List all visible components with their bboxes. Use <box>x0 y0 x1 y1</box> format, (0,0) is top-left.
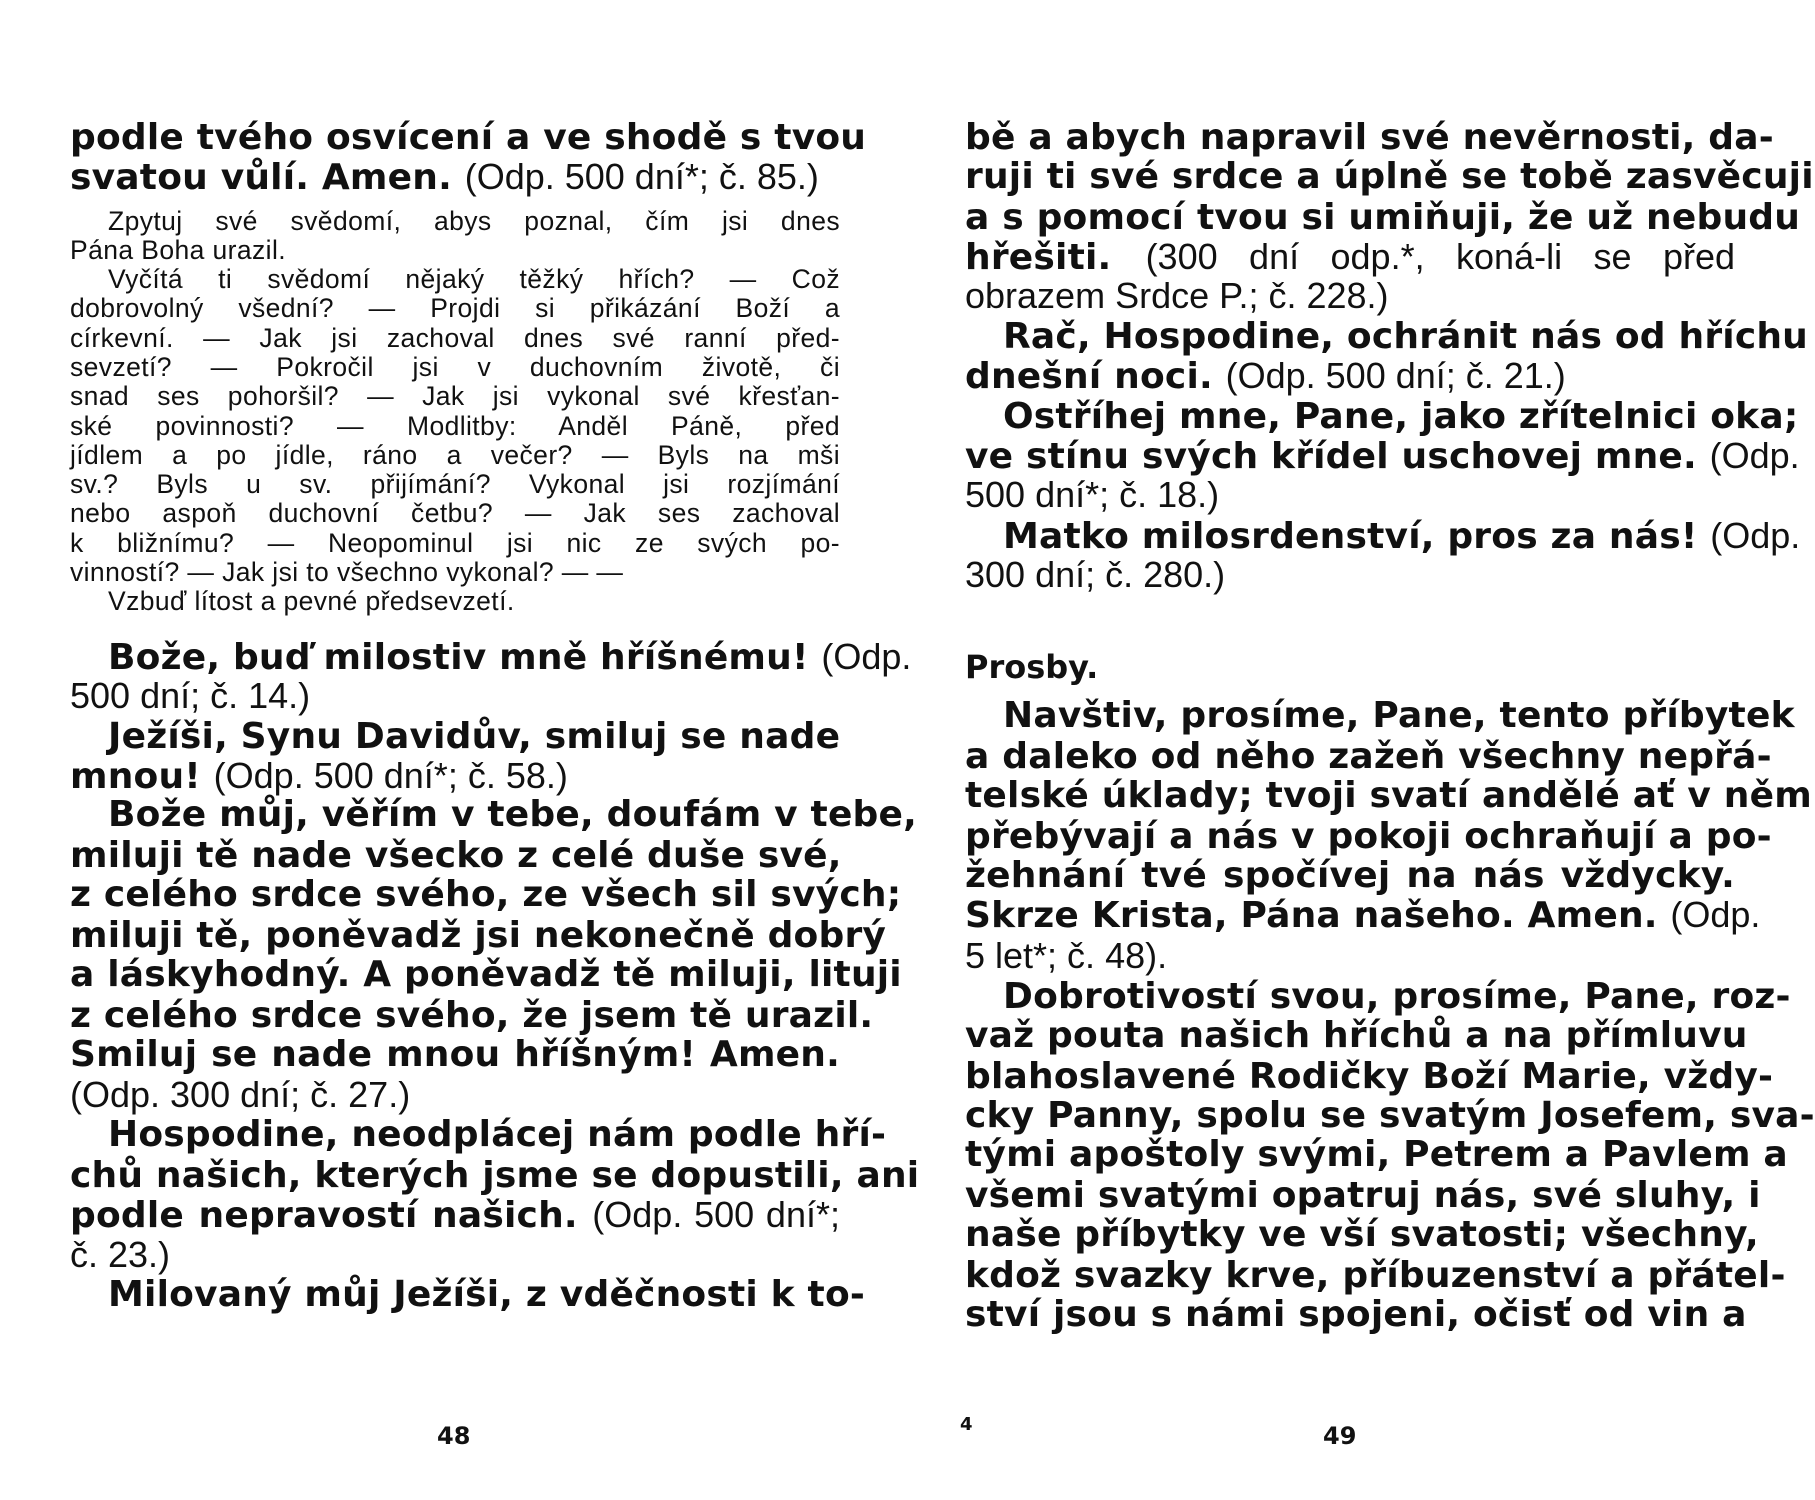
bold-prayer-text: Bože můj, věřím v tebe, doufám v tebe, <box>108 794 918 835</box>
text-line <box>70 756 840 797</box>
bold-prayer-text: Navštiv, prosíme, Pane, tento příbytek <box>1003 695 1795 736</box>
text-line <box>70 915 887 956</box>
text-line <box>965 976 1791 1017</box>
text-line <box>965 695 1795 736</box>
bold-prayer-text: ství jsou s námi spojeni, očisť od vin a <box>965 1294 1747 1335</box>
text-line <box>70 264 840 295</box>
bold-prayer-text: hřešiti. <box>965 237 1146 278</box>
text-line <box>70 586 840 617</box>
bold-prayer-text: tými apoštoly svými, Petrem a Pavlem a <box>965 1134 1788 1175</box>
text-line <box>70 676 840 717</box>
text-line <box>965 237 1735 278</box>
bold-prayer-text: dnešní noci. <box>965 356 1226 397</box>
bold-prayer-text: kdož svazky krve, příbuzenství a přátel- <box>965 1255 1786 1296</box>
text-line <box>70 717 840 757</box>
bold-prayer-text: a láskyhodný. A poněvadž tě miluji, lituji <box>70 954 902 995</box>
text-line <box>965 117 1774 158</box>
text-line <box>70 117 867 158</box>
text-line <box>965 736 1772 777</box>
plain-text: (Odp. <box>1670 894 1761 935</box>
plain-text: dobrovolný všední? — Projdi si přikázání Boží a <box>70 293 840 323</box>
text-line <box>965 1015 1748 1056</box>
bold-prayer-text: žehnání tvé spočívej na nás vždycky. <box>965 855 1735 896</box>
text-line <box>965 276 1735 317</box>
plain-text: církevní. — Jak jsi zachoval dnes své ranní před- <box>70 323 840 353</box>
plain-text: Vyčítá ti svědomí nějaký těžký hřích? — Což <box>108 264 840 294</box>
bold-prayer-text: podle nepravostí našich. <box>70 1195 593 1236</box>
text-line <box>965 396 1799 437</box>
plain-text: (Odp. <box>1709 435 1800 476</box>
plain-text: (300 dní odp.*, koná-li se před <box>1145 236 1736 277</box>
bold-prayer-text: Hospodine, neodplácej nám podle hří- <box>108 1114 887 1155</box>
text-line <box>70 636 912 678</box>
text-line <box>965 1095 1815 1136</box>
text-line <box>965 555 1735 596</box>
text-line <box>70 1035 840 1075</box>
text-line <box>965 1294 1747 1335</box>
text-line <box>70 323 840 354</box>
text-line <box>70 381 840 412</box>
bold-prayer-text: miluji tě nade všecko z celé duše své, <box>70 835 842 876</box>
text-line <box>965 1214 1759 1255</box>
text-line <box>965 197 1801 238</box>
text-line <box>70 1235 840 1276</box>
bold-prayer-text: Matko milosrdenství, pros za nás! <box>1003 516 1711 557</box>
bold-prayer-text: Bože, buď milostiv mně hříšnému! <box>108 637 822 678</box>
text-line <box>70 293 840 324</box>
text-line <box>965 1255 1786 1296</box>
bold-prayer-text: Rač, Hospodine, ochránit nás od hříchu <box>1003 316 1809 357</box>
plain-text: sevzetí? — Pokročil jsi v duchovním životě, či <box>70 352 840 382</box>
plain-text: obrazem Srdce P.; č. 228.) <box>965 275 1389 316</box>
text-line <box>70 469 840 500</box>
text-line <box>70 1274 866 1315</box>
text-line <box>965 1056 1774 1097</box>
bold-prayer-text: Ostříhej mne, Pane, jako zřítelnici oka; <box>1003 396 1799 437</box>
text-line <box>70 1155 920 1196</box>
bold-prayer-text: Smiluj se nade mnou hříšným! Amen. <box>70 1034 840 1075</box>
bold-prayer-text: važ pouta našich hříchů a na přímluvu <box>965 1015 1748 1056</box>
plain-text: (Odp. 500 dní*; č. 58.) <box>213 755 568 796</box>
plain-text: (Odp. <box>821 636 912 677</box>
plain-text: č. 23.) <box>70 1234 171 1275</box>
text-line <box>70 352 840 383</box>
text-line <box>965 1175 1761 1216</box>
signature-mark: 4 <box>960 1414 973 1435</box>
text-line <box>70 498 840 529</box>
text-line <box>70 528 840 559</box>
bold-prayer-text: telské úklady; tvoji svatí andělé ať v něm <box>965 775 1812 816</box>
text-line <box>965 515 1801 557</box>
bold-prayer-text: naše příbytky ve vší svatosti; všechny, <box>965 1214 1759 1255</box>
bold-prayer-text: všemi svatými opatruj nás, své sluhy, i <box>965 1175 1761 1216</box>
bold-prayer-text: podle tvého osvícení a ve shodě s tvou <box>70 117 867 158</box>
plain-text: Vzbuď lítost a pevné předsevzetí. <box>108 586 515 616</box>
plain-text: (Odp. 500 dní*; č. 85.) <box>464 156 819 197</box>
bold-prayer-text: ve stínu svých křídel uschovej mne. <box>965 436 1710 477</box>
bold-prayer-text: z celého srdce svého, ze všech sil svých; <box>70 874 902 915</box>
plain-text: 500 dní*; č. 18.) <box>965 474 1220 515</box>
bold-prayer-text: a s pomocí tvou si umiňuji, že už nebudu <box>965 197 1801 238</box>
text-line <box>965 894 1761 936</box>
text-line <box>965 475 1735 516</box>
plain-text: ské povinnosti? — Modlitby: Anděl Páně, před <box>70 411 840 441</box>
text-line <box>965 856 1735 896</box>
text-line <box>70 235 840 266</box>
bold-prayer-text: přebývají a nás v pokoji ochraňují a po- <box>965 816 1772 857</box>
plain-text: Pána Boha urazil. <box>70 235 286 265</box>
text-line <box>965 435 1800 477</box>
text-line <box>70 995 874 1036</box>
bold-prayer-text: Skrze Krista, Pána našeho. Amen. <box>965 895 1671 936</box>
text-line <box>965 356 1735 397</box>
page-number-left: 48 <box>437 1422 471 1450</box>
bold-prayer-text: chů našich, kterých jsme se dopustili, ani <box>70 1155 920 1196</box>
text-line <box>965 1134 1788 1175</box>
plain-text: Zpytuj své svědomí, abys poznal, čím jsi dnes <box>108 206 840 236</box>
bold-prayer-text: a daleko od něho zažeň všechny nepřá- <box>965 736 1772 777</box>
bold-prayer-text: mnou! <box>70 756 214 797</box>
plain-text: snad ses pohoršil? — Jak jsi vykonal své křesťan- <box>70 381 840 411</box>
plain-text: 5 let*; č. 48). <box>965 935 1168 976</box>
text-line <box>70 1195 840 1236</box>
plain-text: k bližnímu? — Neopominul jsi nic ze svých po- <box>70 528 840 558</box>
plain-text: sv.? Byls u sv. přijímání? Vykonal jsi rozjímání <box>70 469 840 499</box>
plain-text: (Odp. 300 dní; č. 27.) <box>70 1074 411 1115</box>
bold-prayer-text: Ježíši, Synu Davidův, smiluj se nade <box>108 716 841 757</box>
bold-prayer-text: svatou vůlí. Amen. <box>70 157 465 198</box>
bold-prayer-text: bě a abych napravil své nevěrnosti, da- <box>965 117 1774 158</box>
text-line <box>70 157 840 198</box>
plain-text: 300 dní; č. 280.) <box>965 554 1226 595</box>
bold-prayer-text: miluji tě, poněvadž jsi nekonečně dobrý <box>70 915 887 956</box>
text-line <box>965 775 1812 816</box>
bold-prayer-text: ruji ti své srdce a úplně se tobě zasvěcuji <box>965 156 1814 197</box>
bold-prayer-text: Dobrotivostí svou, prosíme, Pane, roz- <box>1003 976 1791 1017</box>
plain-text: (Odp. 500 dní*; <box>592 1194 840 1235</box>
text-line <box>965 316 1809 357</box>
text-line <box>70 440 840 471</box>
text-line <box>70 954 902 995</box>
text-line <box>965 156 1814 197</box>
bold-prayer-text: blahoslavené Rodičky Boží Marie, vždy- <box>965 1056 1774 1097</box>
text-line <box>70 874 902 915</box>
plain-text: nebo aspoň duchovní četbu? — Jak ses zachoval <box>70 498 840 528</box>
plain-text: (Odp. <box>1710 515 1801 556</box>
text-line <box>70 836 840 876</box>
page-number-right: 49 <box>1323 1422 1357 1450</box>
text-line <box>70 557 840 588</box>
text-line <box>70 206 840 237</box>
plain-text: (Odp. 500 dní; č. 21.) <box>1225 355 1566 396</box>
plain-text: vinností? — Jak jsi to všechno vykonal? — — <box>70 557 624 587</box>
text-line <box>965 816 1772 857</box>
text-line <box>70 1075 840 1116</box>
bold-prayer-text: Milovaný můj Ježíši, z vděčnosti k to- <box>108 1274 866 1315</box>
section-heading: Prosby. <box>965 648 1099 686</box>
text-line <box>70 794 918 835</box>
text-line <box>70 1114 887 1155</box>
text-line <box>965 936 1735 977</box>
bold-prayer-text: cky Panny, spolu se svatým Josefem, sva- <box>965 1095 1815 1136</box>
plain-text: jídlem a po jídle, ráno a večer? — Byls na mši <box>70 440 840 470</box>
bold-prayer-text: z celého srdce svého, že jsem tě urazil. <box>70 995 874 1036</box>
plain-text: 500 dní; č. 14.) <box>70 675 311 716</box>
text-line <box>70 411 840 442</box>
